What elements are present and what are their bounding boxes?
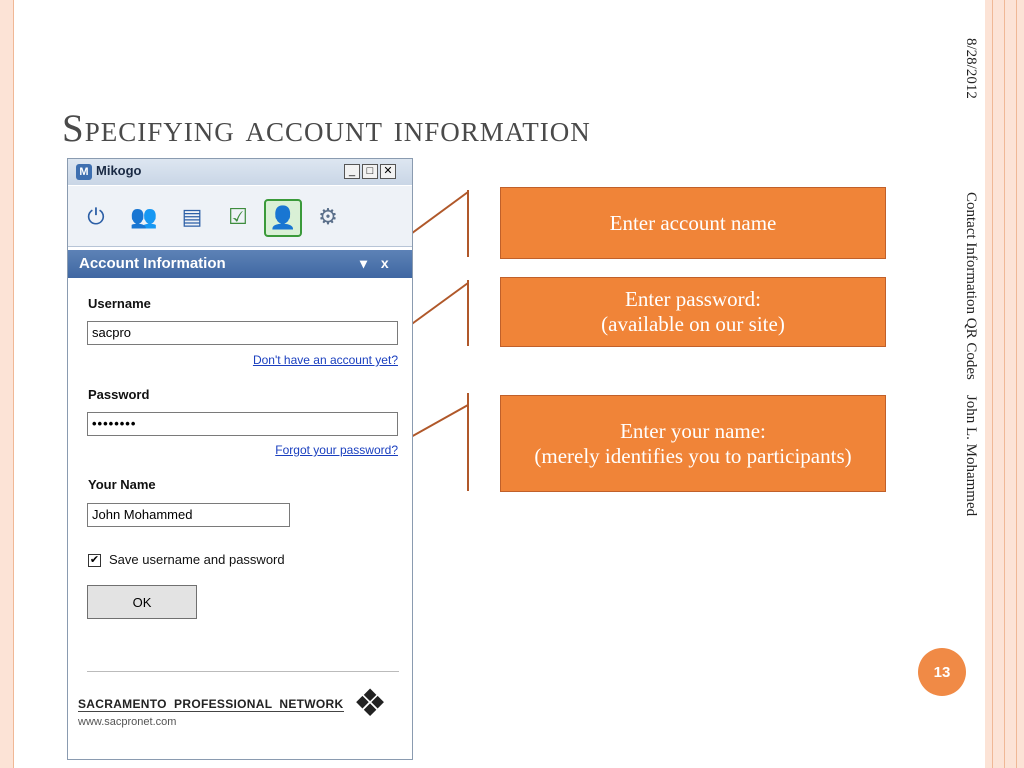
callout-your-name: Enter your name: (merely identifies you to participants): [500, 395, 886, 492]
your-name-label: Your Name: [88, 477, 156, 492]
username-input[interactable]: sacpro: [87, 321, 398, 345]
callout-account-name: Enter account name: [500, 187, 886, 259]
minimize-button[interactable]: _: [344, 164, 360, 179]
ok-button[interactable]: OK: [87, 585, 197, 619]
password-label: Password: [88, 387, 150, 402]
maximize-button[interactable]: □: [362, 164, 378, 179]
no-account-link[interactable]: Don't have an account yet?: [252, 353, 398, 367]
callout-password: Enter password: (available on our site): [500, 277, 886, 347]
mikogo-app-icon: M: [76, 164, 92, 180]
password-input[interactable]: ••••••••: [87, 412, 398, 436]
power-icon[interactable]: ⏻: [87, 204, 105, 229]
settings-icon[interactable]: ⚙: [318, 204, 338, 229]
org-name: SACRAMENTO PROFESSIONAL NETWORK: [78, 697, 344, 711]
divider: [87, 671, 399, 672]
panel-title: Account Information: [79, 255, 226, 272]
checklist-icon[interactable]: ☑: [228, 204, 248, 229]
collapse-icon[interactable]: ▾: [360, 255, 368, 271]
org-underline: [78, 711, 344, 712]
panel-close-icon[interactable]: x: [380, 255, 389, 271]
mikogo-window: [67, 158, 413, 760]
toolbar: [68, 186, 412, 247]
panel-controls: [360, 255, 389, 272]
users-icon[interactable]: 👥: [130, 204, 158, 229]
page-number-badge: 13: [918, 648, 966, 696]
org-logo-icon: ❖: [353, 683, 388, 725]
slide-footer: Contact Information QR Codes John L. Mohammed: [963, 192, 979, 517]
org-url: www.sacpronet.com: [78, 716, 177, 728]
window-title: Mikogo: [96, 163, 142, 178]
close-button[interactable]: ✕: [380, 164, 396, 179]
account-icon[interactable]: 👤: [264, 199, 302, 237]
screen-icon[interactable]: ▤: [181, 204, 203, 229]
account-panel-header: [68, 250, 412, 278]
window-titlebar[interactable]: [68, 159, 412, 185]
save-credentials-checkbox[interactable]: ✔: [89, 554, 100, 566]
your-name-input[interactable]: John Mohammed: [87, 503, 290, 527]
username-label: Username: [88, 296, 151, 311]
save-credentials-label[interactable]: Save username and password: [109, 552, 285, 567]
forgot-password-link[interactable]: Forgot your password?: [275, 443, 398, 457]
slide-date: 8/28/2012: [963, 38, 979, 99]
slide-title: Specifying account information: [62, 107, 591, 150]
